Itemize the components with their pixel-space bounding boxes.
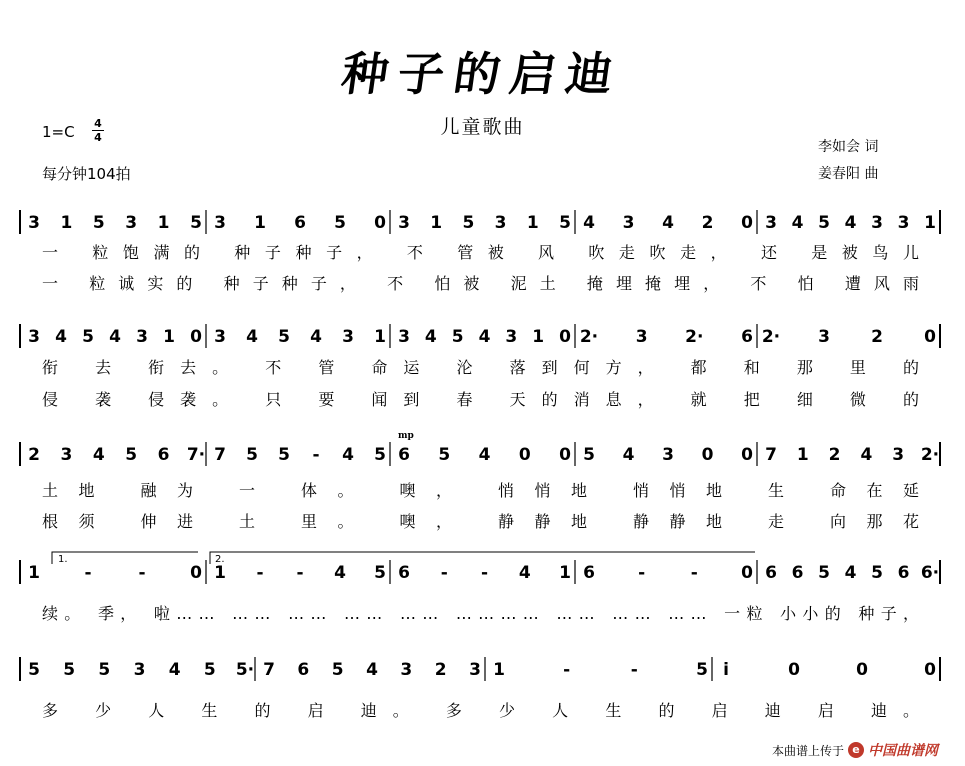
score-note: 3 — [818, 327, 830, 347]
score-note: 3 — [28, 213, 40, 233]
score-note: 5 — [63, 660, 76, 680]
lyric-line: 土地 融为 一 体。 噢， 悄悄地 悄悄地 生 命在延 — [42, 481, 923, 500]
score-note: 2 — [434, 660, 447, 680]
score-note: 3 — [494, 213, 507, 233]
score-note: 6· — [920, 563, 940, 583]
time-signature-bottom: 4 — [94, 131, 102, 144]
score-note: 3 — [635, 327, 648, 347]
score-note: 5 — [203, 660, 216, 680]
score-note: - — [84, 563, 92, 583]
lyric-line: 续。 季， 啦…… …… …… …… …… ………… …… …… …… 一粒 小小的 种子， — [42, 604, 922, 623]
volta-label-2: 2. — [215, 554, 225, 565]
score-note: - — [480, 563, 489, 583]
score-note: 1 — [532, 327, 545, 347]
lyric-line: 多 少 人 生 的 启 迪。 多 少 人 生 的 启 迪 启 迪。 — [42, 701, 922, 720]
score-note: 5 — [451, 327, 464, 347]
score-note: 0 — [559, 445, 571, 465]
score-note: 4 — [622, 445, 635, 465]
score-note: 4 — [366, 660, 378, 680]
score-note: 5 — [462, 213, 475, 233]
score-note: 4 — [246, 327, 258, 347]
score-note: 7 — [214, 445, 226, 465]
score-note: 4 — [860, 445, 873, 465]
score-note: 3 — [765, 213, 777, 233]
score-note: 3 — [214, 327, 226, 347]
score-note: 3 — [897, 213, 910, 233]
score-note: 4 — [310, 327, 322, 347]
score-note: 1 — [493, 660, 505, 680]
score-note: 2 — [871, 327, 883, 347]
score-note: 3 — [622, 213, 635, 233]
upload-footer — [772, 740, 938, 760]
score-note: 0 — [741, 563, 753, 583]
score-note: 2 — [828, 445, 841, 465]
score-note: 3 — [871, 213, 883, 233]
site-logo-icon: e — [848, 742, 864, 758]
score-note: 0 — [518, 445, 531, 465]
score-note: 3 — [60, 445, 73, 465]
score-note: 1 — [28, 563, 40, 583]
score-note: - — [312, 445, 320, 465]
score-note: 0 — [741, 445, 753, 465]
score-note: 2· — [579, 327, 599, 347]
site-logo-text[interactable]: 中国曲谱网 — [868, 743, 939, 759]
score-note: 4 — [518, 563, 531, 583]
score-note: 0 — [856, 660, 868, 680]
score-note: 7 — [263, 660, 275, 680]
score-note: 5 — [98, 660, 111, 680]
score-note: 3 — [136, 327, 148, 347]
score-note: 6 — [294, 213, 306, 233]
score-note: 5 — [374, 445, 386, 465]
score-note: 1 — [374, 327, 386, 347]
score-note: 5 — [559, 213, 571, 233]
score-note: 0 — [741, 213, 753, 233]
score-note: 3 — [398, 327, 410, 347]
score-note: 6 — [791, 563, 804, 583]
score-note: 2· — [761, 327, 781, 347]
score-note: 3 — [398, 213, 410, 233]
score-note: 4 — [342, 445, 354, 465]
score-note: 5 — [246, 445, 258, 465]
score-note: 5 — [28, 660, 40, 680]
score-note: 1 — [254, 213, 266, 233]
score-note: 1 — [163, 327, 175, 347]
score-note: 4 — [478, 327, 491, 347]
score-note: - — [630, 660, 638, 680]
score-note: 5 — [125, 445, 138, 465]
score-note: 5 — [278, 445, 290, 465]
score-note: 6 — [583, 563, 595, 583]
upload-label: 本曲谱上传于 — [772, 743, 845, 758]
lyric-line: 衔 去 衔去。 不 管 命运 沦 落到何方， 都 和 那 里 的 — [42, 358, 923, 377]
score-note: 5 — [818, 213, 830, 233]
key-signature: 1=C — [42, 123, 75, 141]
score-note: 6 — [765, 563, 777, 583]
score-note: 5 — [82, 327, 94, 347]
volta-bracket-1 — [52, 552, 198, 564]
score-note: 3 — [342, 327, 354, 347]
song-subtitle: 儿童歌曲 — [440, 116, 525, 138]
score-note: 1 — [214, 563, 226, 583]
score-note: 5 — [374, 563, 386, 583]
score-note: 1 — [796, 445, 809, 465]
score-note: 6 — [741, 327, 753, 347]
score-note: 6 — [157, 445, 170, 465]
score-note: 6 — [398, 445, 410, 465]
lyric-line: 根须 伸进 土 里。 噢， 静静地 静静地 走 向那花 — [42, 512, 923, 531]
time-signature-top: 4 — [94, 117, 102, 130]
score-note: 3 — [892, 445, 905, 465]
score-note: 4 — [55, 327, 67, 347]
score-note: 5 — [696, 660, 708, 680]
score-note: 1 — [157, 213, 170, 233]
score-note: - — [563, 660, 571, 680]
score-note: 7 — [765, 445, 777, 465]
lyric-line: 一 粒饱满的 种子种子， 不 管被 风 吹走吹走， 还 是被鸟儿 — [42, 243, 922, 262]
lyricist-credit: 李如会 词 — [818, 139, 879, 155]
score-note: 4 — [583, 213, 595, 233]
score-note: 1 — [924, 213, 936, 233]
score-note: 1 — [526, 213, 539, 233]
song-title: 种子的启迪 — [338, 47, 626, 101]
score-note: 5 — [278, 327, 290, 347]
score-note: 4 — [478, 445, 491, 465]
score-note: 5 — [583, 445, 595, 465]
score-note: 4 — [334, 563, 346, 583]
score-note: - — [138, 563, 146, 583]
score-note: 1 — [60, 213, 73, 233]
score-note: 0 — [559, 327, 571, 347]
score-note: 0 — [924, 660, 936, 680]
score-note: 3 — [505, 327, 518, 347]
score-note: 4 — [168, 660, 181, 680]
score-note: 5 — [438, 445, 451, 465]
score-note: 0 — [788, 660, 800, 680]
score-note: - — [690, 563, 698, 583]
score-note: 5 — [331, 660, 344, 680]
score-note: 6 — [297, 660, 310, 680]
score-note: 3 — [133, 660, 146, 680]
score-note: 4 — [844, 563, 857, 583]
score-note: 0 — [374, 213, 386, 233]
score-note: 2· — [685, 327, 704, 347]
score-note: 4 — [844, 213, 857, 233]
score-note: 5 — [818, 563, 830, 583]
score-note: 2 — [28, 445, 40, 465]
score-note: 6 — [897, 563, 910, 583]
score-note: i — [723, 660, 729, 680]
score-note: 3 — [28, 327, 40, 347]
score-note: 1 — [559, 563, 571, 583]
score-note: 0 — [924, 327, 936, 347]
score-note: 4 — [92, 445, 105, 465]
score-note: 5 — [334, 213, 346, 233]
score-note: 3 — [469, 660, 481, 680]
score-note: 0 — [190, 327, 202, 347]
score-note: 2· — [920, 445, 940, 465]
score-note: - — [256, 563, 264, 583]
score-note: 4 — [791, 213, 804, 233]
dynamic-marking: mp — [398, 431, 414, 441]
score-note: 4 — [662, 213, 674, 233]
score-note: 7· — [186, 445, 206, 465]
volta-label-1: 1. — [58, 554, 68, 565]
score-note: 0 — [701, 445, 714, 465]
score-note: - — [296, 563, 304, 583]
score-note: 3 — [400, 660, 413, 680]
composer-credit: 姜春阳 曲 — [818, 166, 879, 182]
score-note: 6 — [398, 563, 410, 583]
score-note: 5 — [871, 563, 883, 583]
score-note: 3 — [125, 213, 138, 233]
score-note: 4 — [424, 327, 437, 347]
score-note: 2 — [701, 213, 714, 233]
lyric-line: 侵 袭 侵袭。 只 要 闻到 春 天的消息， 就 把 细 微 的 — [42, 390, 923, 409]
score-note: 3 — [662, 445, 674, 465]
score-note: - — [638, 563, 646, 583]
score-note: 0 — [190, 563, 202, 583]
score-note: 5 — [190, 213, 202, 233]
score-note: 3 — [214, 213, 226, 233]
score-note: 5· — [235, 660, 255, 680]
tempo-marking: 每分钟104拍 — [42, 165, 131, 183]
score-note: 5 — [92, 213, 105, 233]
score-note: 4 — [109, 327, 121, 347]
score-note: 1 — [430, 213, 443, 233]
lyric-line: 一 粒诚实的 种子种子， 不 怕被 泥土 掩埋掩埋， 不 怕 遭风雨 — [42, 274, 922, 293]
score-note: - — [440, 563, 448, 583]
